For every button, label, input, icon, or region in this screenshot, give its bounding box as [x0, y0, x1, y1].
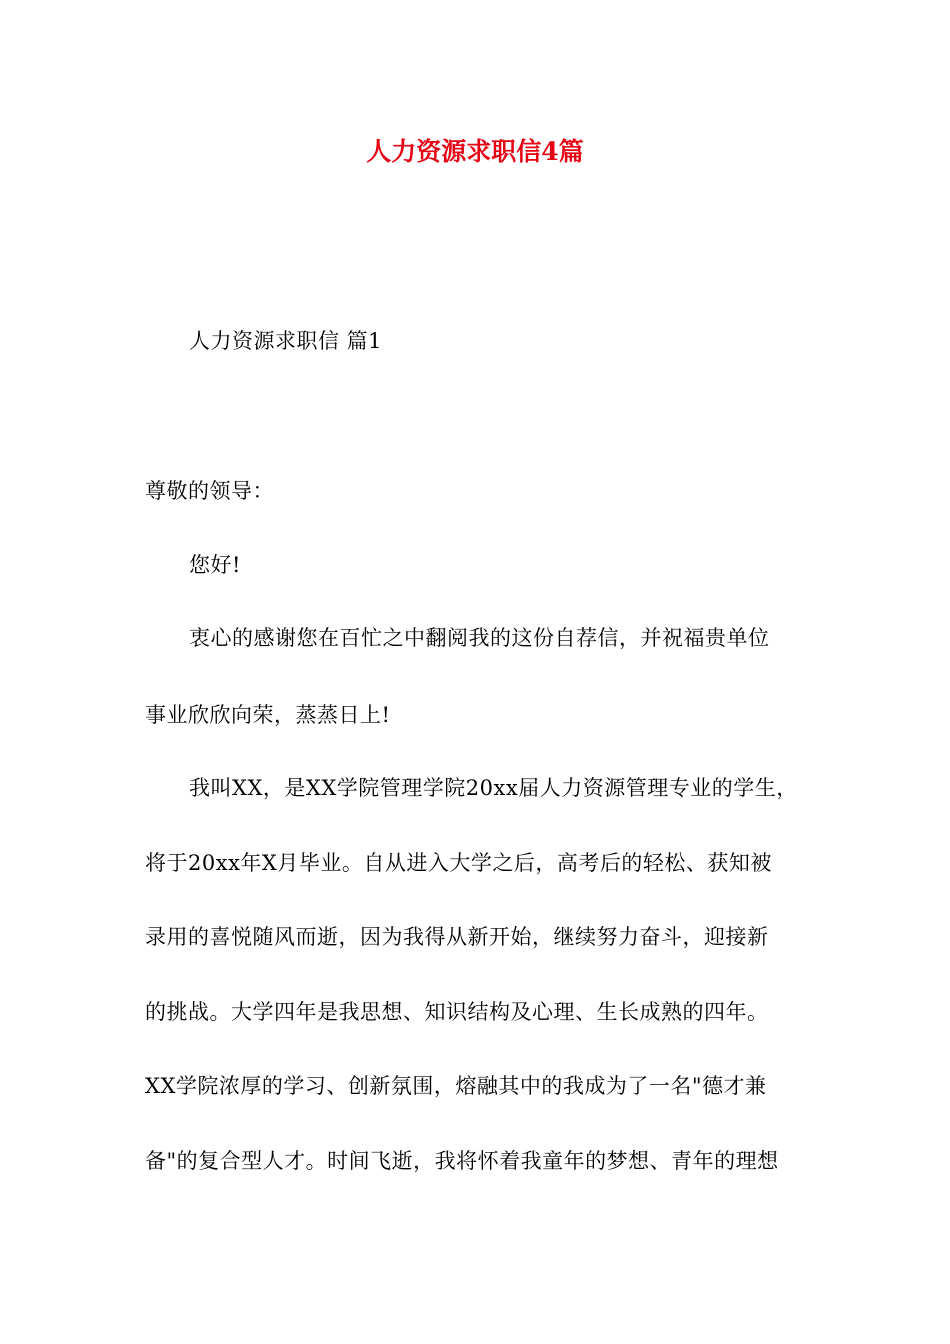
paragraph-line: 的挑战。大学四年是我思想、知识结构及心理、生长成熟的四年。 — [145, 1000, 769, 1024]
section-heading: 人力资源求职信 篇1 — [189, 329, 383, 353]
paragraph-line: 将于20xx年X月毕业。自从进入大学之后，高考后的轻松、获知被 — [145, 851, 772, 875]
salutation: 尊敬的领导： — [145, 479, 274, 503]
paragraph-line: 事业欣欣向荣，蒸蒸日上! — [145, 703, 391, 727]
paragraph-line: 录用的喜悦随风而逝，因为我得从新开始，继续努力奋斗，迎接新 — [145, 925, 769, 949]
document-title: 人力资源求职信4篇 — [366, 137, 584, 166]
paragraph-line: 我叫XX，是XX学院管理学院20xx届人力资源管理专业的学生， — [189, 776, 798, 800]
paragraph-line: 备"的复合型人才。时间飞逝，我将怀着我童年的梦想、青年的理想 — [145, 1149, 779, 1173]
paragraph-line: 衷心的感谢您在百忙之中翻阅我的这份自荐信，并祝福贵单位 — [189, 626, 770, 650]
greeting: 您好! — [189, 553, 241, 577]
paragraph-line: XX学院浓厚的学习、创新氛围，熔融其中的我成为了一名"德才兼 — [145, 1074, 767, 1098]
